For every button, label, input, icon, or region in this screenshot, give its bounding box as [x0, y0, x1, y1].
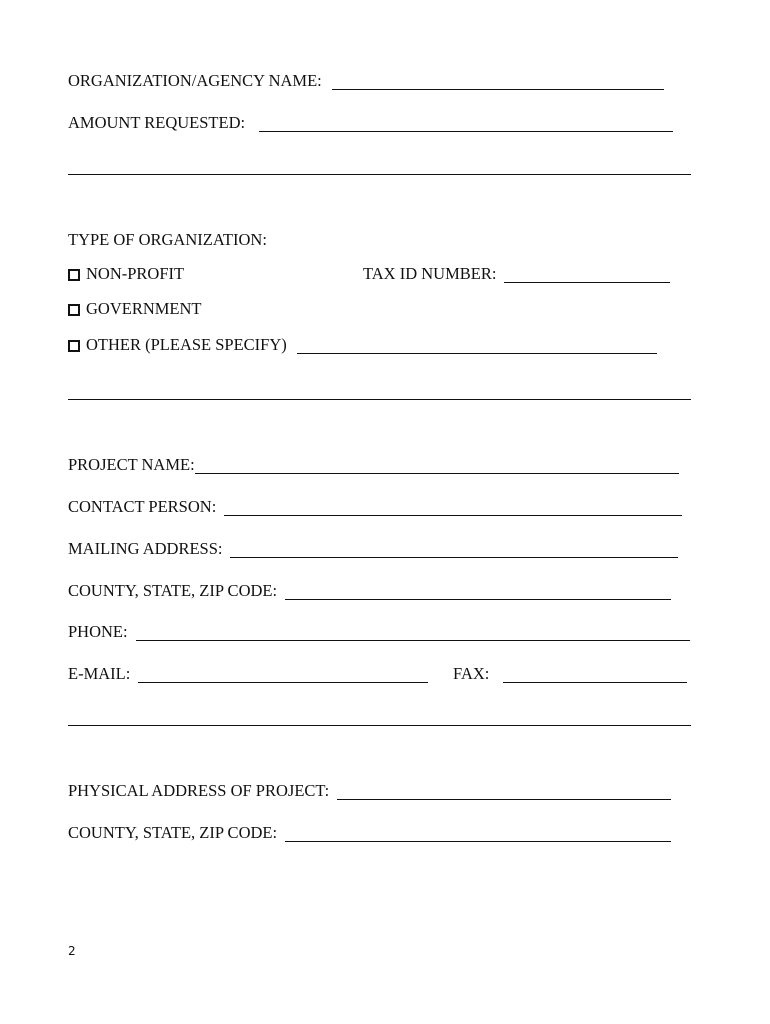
project-name-row	[68, 452, 679, 474]
project-name-label: PROJECT NAME:	[68, 455, 195, 474]
org-name-field[interactable]	[332, 73, 664, 90]
project-county-state-zip-field[interactable]	[285, 825, 671, 842]
email-field[interactable]	[138, 666, 428, 683]
org-name-label: ORGANIZATION/AGENCY NAME:	[68, 71, 322, 90]
fax-row	[453, 661, 687, 683]
other-label: OTHER (PLEASE SPECIFY)	[86, 335, 287, 354]
other-row	[68, 332, 657, 354]
nonprofit-label: NON-PROFIT	[86, 264, 185, 283]
type-heading-row	[68, 227, 267, 249]
email-row	[68, 661, 428, 683]
mailing-address-label: MAILING ADDRESS:	[68, 539, 223, 558]
section-divider	[68, 174, 691, 175]
county-state-zip-field[interactable]	[285, 583, 671, 600]
amount-field[interactable]	[259, 115, 673, 132]
section-divider	[68, 399, 691, 400]
taxid-row	[363, 261, 670, 283]
physical-address-row	[68, 778, 671, 800]
project-county-state-zip-label: COUNTY, STATE, ZIP CODE:	[68, 823, 278, 842]
fax-label: FAX:	[453, 664, 490, 683]
project-county-state-zip-row	[68, 820, 671, 842]
government-checkbox[interactable]	[68, 304, 80, 316]
phone-row	[68, 619, 690, 641]
email-label: E-MAIL:	[68, 664, 131, 683]
nonprofit-checkbox[interactable]	[68, 269, 80, 281]
physical-address-label: PHYSICAL ADDRESS OF PROJECT:	[68, 781, 330, 800]
county-state-zip-row	[68, 578, 671, 600]
phone-label: PHONE:	[68, 622, 128, 641]
fax-field[interactable]	[503, 666, 687, 683]
taxid-label: TAX ID NUMBER:	[363, 264, 497, 283]
nonprofit-row	[68, 261, 184, 283]
government-label: GOVERNMENT	[86, 299, 202, 318]
phone-field[interactable]	[136, 624, 690, 641]
project-name-field[interactable]	[195, 457, 679, 474]
contact-person-field[interactable]	[224, 499, 682, 516]
government-row	[68, 296, 202, 318]
amount-label: AMOUNT REQUESTED:	[68, 113, 246, 132]
other-checkbox[interactable]	[68, 340, 80, 352]
contact-person-label: CONTACT PERSON:	[68, 497, 217, 516]
physical-address-field[interactable]	[337, 783, 671, 800]
mailing-address-field[interactable]	[230, 541, 678, 558]
org-name-row	[68, 68, 664, 90]
amount-row	[68, 110, 673, 132]
type-heading: TYPE OF ORGANIZATION:	[68, 230, 267, 249]
mailing-address-row	[68, 536, 678, 558]
county-state-zip-label: COUNTY, STATE, ZIP CODE:	[68, 581, 278, 600]
section-divider	[68, 725, 691, 726]
taxid-field[interactable]	[504, 266, 670, 283]
page-number: 2	[68, 944, 76, 958]
contact-person-row	[68, 494, 682, 516]
other-specify-field[interactable]	[297, 337, 657, 354]
